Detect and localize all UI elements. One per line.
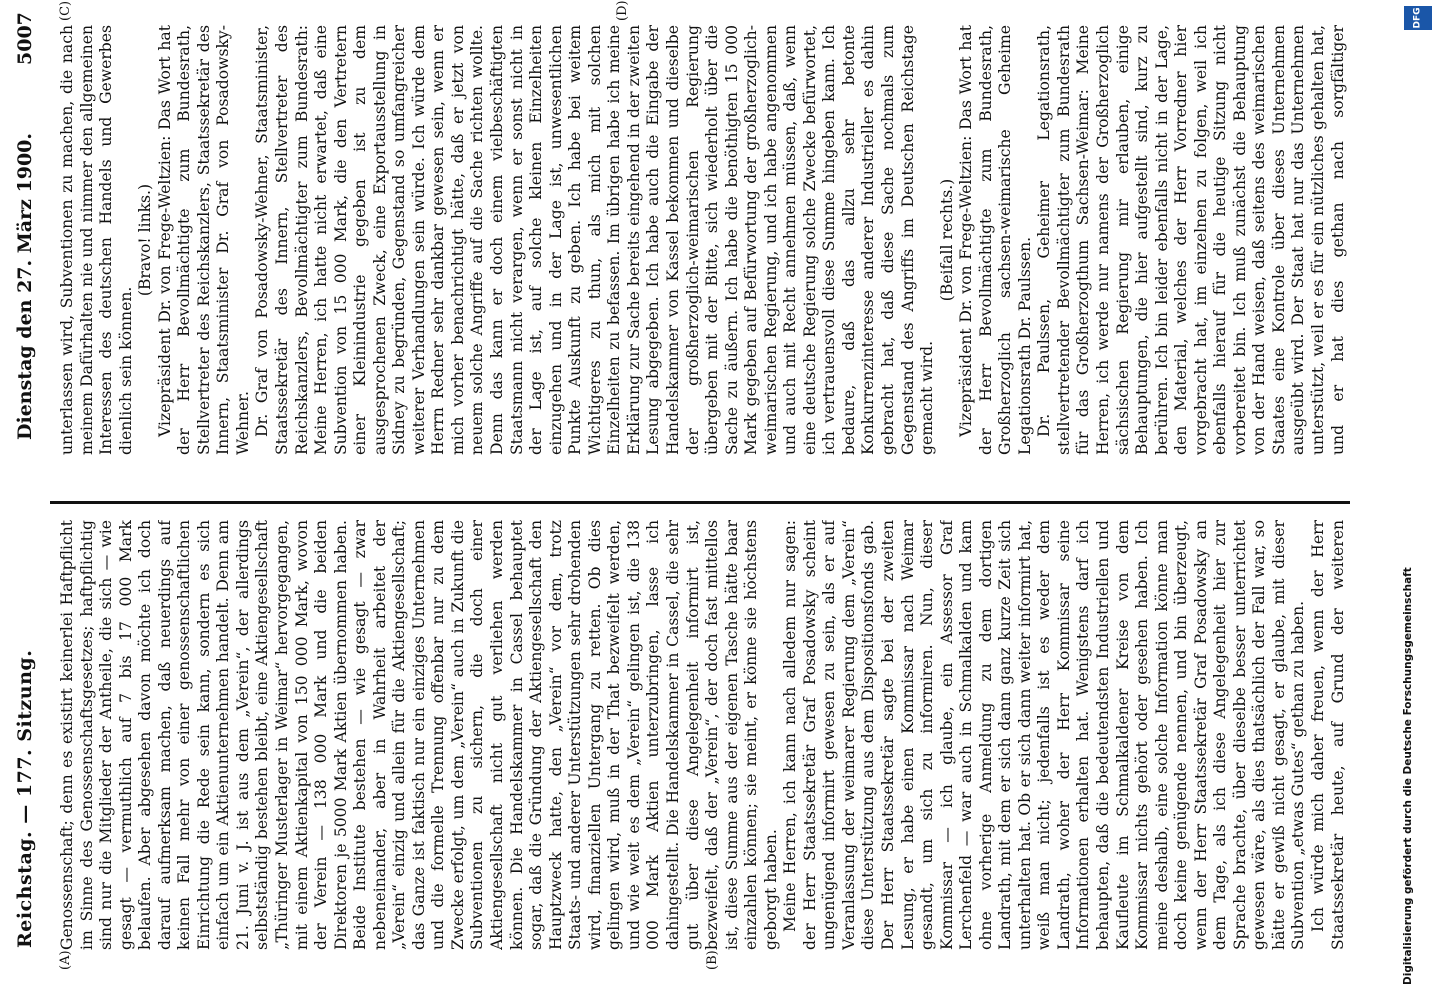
margin-marker-c: (C) [58,0,73,21]
margin-marker-a: (A) [58,950,73,970]
digitization-credit: Digitalisierung gefördert durch die Deutsche Forschungsgemeinschaft [1402,567,1414,985]
right-text-column [58,25,1348,455]
header-date: Dienstag den 27. März 1900. [14,132,36,440]
paragraph: unterlassen wird, Subventionen zu machen, die nach meinem Dafürhalten nie und nimmer den allgemeinen Interessen des deutschen Handels und Gewerbes dienlich sein können. [58,25,135,455]
paragraph: Meine Herren, ich kann nach alledem nur sagen: der Herr Staatssekretär Graf Posadowsky scheint ungenügend informirt gewesen zu sein, als er auf Veranlassung der weimarer Regierung dem „Verein“ diese Unterstützung aus dem Dispositionsfonds gab. Der Herr Staatssekretär sagte bei der zweiten Lesung, er habe einen Kommissar nach Weimar gesandt, um sich zu informiren. Nun, dieser Kommissar — ich glaube, ein Assessor Graf Lerchenfeld — war auch in Schmalkalden und kam ohne vorherige Anmeldung zu dem dortigen Landrath, mit dem er sich dann ganz kurze Zeit sich unterhalten hat. Ob er sich dann weiter informirt hat, weiß man nicht; jedenfalls ist es weder dem Landrath, woher der Herr Kommissar seine Informationen erhalten hat. Wenigstens darf ich behaupten, daß die bedeutendsten Industriellen und Kaufleute im Schmalkaldener Kreise von dem Kommissar nichts gehört oder gesehen haben. Ich meine deshalb, eine solche Information könne man doch keine genügende nennen, und bin überzeugt, wenn der Herr Staatssekretär Graf Posadowsky an dem Tage, als ich diese Angelegenheit hier zur Sprache brachte, über dieselbe besser unterrichtet gewesen wäre, als dies thatsächlich der Fall war, so hätte er gewiß nicht gesagt, er glaube, mit dieser Subvention „etwas Gutes“ gethan zu haben. [781,520,1308,950]
margin-marker-b: (B) [705,950,720,970]
paragraph: Genossenschaft; denn es existirt keinerlei Haftpflicht im Sinne des Genossenschaftsgesetzes; haftpflichtig sind nur die Mitglieder der Antheile, die sich — wie gesagt — vermuthlich auf 7 bis 17 000 Mark belaufen. Aber abgesehen davon möchte ich doch darauf aufmerksam machen, daß neuerdings auf keinen Fall mehr von einer genossenschaftlichen Einrichtung die Rede sein kann, sondern es sich einfach um ein Aktienunternehmen handelt. Denn am 21. Juni v. J. ist aus dem „Verein“, der allerdings selbstständig bestehen bleibt, eine Aktiengesellschaft „Thüringer Musterlager in Weimar“ hervorgegangen, mit einem Aktienkapital von 150 000 Mark, wovon der Verein — 138 000 Mark und die beiden Direktoren je 5000 Mark Aktien übernommen haben. Beide Institute bestehen — wie gesagt — zwar nebeneinander, aber in Wahrheit arbeitet der „Verein“ einzig und allein für die Aktiengesellschaft; das Ganze ist faktisch nur ein einziges Unternehmen und die formelle Trennung offenbar nur zu dem Zwecke erfolgt, um dem „Verein“ auch in Zukunft die Subventionen zu sichern, die doch einer Aktiengesellschaft nicht gut verliehen werden können. Die Handelskammer in Cassel behauptet sogar, daß die Gründung der Aktiengesellschaft den Hauptzweck hatte, den „Verein“ vor dem, trotz Staats- und anderer Unterstützungen sehr drohenden wird, finanziellen Untergang zu retten. Ob dies gelingen wird, muß in der That bezweifelt werden, und wie weit es dem „Verein“ gelingen ist, die 138 000 Mark Aktien unterzubringen, lasse ich dahingestellt. Die Handelskammer in Cassel, die sehr gut über diese Angelegenheit informirt ist, bezweifelt, daß der „Verein“, der doch fast mittellos ist, diese Summe aus der eigenen Tasche hätte baar einzahlen können; sie meint, er könne sie höchstens geborgt haben. [58,520,780,950]
margin-marker-d: (D) [615,0,630,21]
paragraph: Vizepräsident Dr. von Frege-Weltzien: Das Wort hat der Herr Bevollmächtigte zum Bundesrath, Stellvertreter des Reichskanzlers, Staatssekretär des Innern, Staatsminister Dr. Graf von Posadowsky-Wehner. [155,25,252,455]
dfg-logo: DFG [1404,6,1432,30]
column-divider [50,501,1350,504]
paragraph: Dr. Paulssen, Geheimer Legationsrath, stellvertretender Bevollmächtigter zum Bundesrath für das Großherzogthum Sachsen-Weimar: Meine Herren, ich werde nur namens der Großherzoglich sächsischen Regierung mir erlauben, einige Behauptungen, die hier aufgestellt sind, kurz zu berühren. Ich bin leider ebenfalls nicht in der Lage, den Material, welches der Herr Vorredner hier vorgebracht hat, im einzelnen zu folgen, weil ich ebenfalls hierauf für die heutige Sitzung nicht vorbereitet bin. Ich muß zunächst die Behauptung von der Hand weisen, daß seitens des weimarischen Staates eine Kontrole über dieses Unternehmen ausgeübt wird. Der Staat hat nur das Unternehmen unterstützt, weil er es für ein nützliches gehalten hat, und er hat dies gethan nach sorgfältiger [1035,25,1347,455]
interjection: (Bravo! links.) [136,183,155,297]
left-text-column [58,520,1348,950]
paragraph: Dr. Graf von Posadowsky-Wehner, Staatsminister, Staatssekretär des Innern, Stellvertreter des Reichskanzlers, Bevollmächtigter zum Bundesrath: Meine Herren, ich hatte nicht erwartet, daß eine Subvention von 15 000 Mark, die den Vertretern einer Kleinindustrie gegeben ist zu dem ausgesprochenen Zweck, eine Exportausstellung in Sidney zu begründen, Gegenstand so umfangreicher weiterer Verhandlungen sein würde. Ich würde dem Herrn Redner sehr dankbar gewesen sein, wenn er mich vorher benachrichtigt hätte, daß er jetzt von neuem solche Angriffe auf die Sache richten wollte. Denn das kann er doch einem vielbeschäftigten Staatsmann nicht verargen, wenn er sonst nicht in der Lage ist, auf solche kleinen Einzelheiten einzugehen und in der Lage ist, unwesentlichen Punkte Auskunft zu geben. Ich habe bei weitem Wichtigeres zu thun, als mich mit solchen Einzelheiten zu befassen. Im übrigen habe ich meine Erklärung zur Sache bereits eingehend in der zweiten Lesung abgegeben. Ich habe auch die Eingabe der Handelskammer von Kassel bekommen und dieselbe der großherzoglich-weimarischen Regierung übergeben mit der Bitte, sich wiederholt über die Sache zu äußern. Ich habe die benöthigten 15 000 Mark gegeben auf Befürwortung der großherzoglich-weimarischen Regierung, und ich habe angenommen und auch mit Recht annehmen müssen, daß, wenn eine deutsche Regierung solche Zwecke befürwortet, ich vertrauensvoll diese Summe hingeben kann. Ich bedaure, daß das allzu sehr betonte Konkurrenzinteresse anderer Industrieller es dahin gebracht hat, daß diese Sache nochmals zum Gegenstand des Angriffs im Deutschen Reichstage gemacht wird. [253,25,937,455]
paragraph: Ich würde mich daher freuen, wenn der Herr Staatssekretär heute, auf Grund der weiteren [1309,520,1347,950]
page-number: 5007 [14,12,36,65]
paragraph: Vizepräsident Dr. von Frege-Weltzien: Das Wort hat der Herr Bevollmächtigte zum Bundesrath, Großherzoglich sachsen-weimarische Geheime Legationsrath Dr. Paulssen. [957,25,1034,455]
header-title: Reichstag. — 177. Sitzung. [14,649,36,948]
interjection: (Beifall rechts.) [937,178,956,302]
page-header [0,0,44,1000]
